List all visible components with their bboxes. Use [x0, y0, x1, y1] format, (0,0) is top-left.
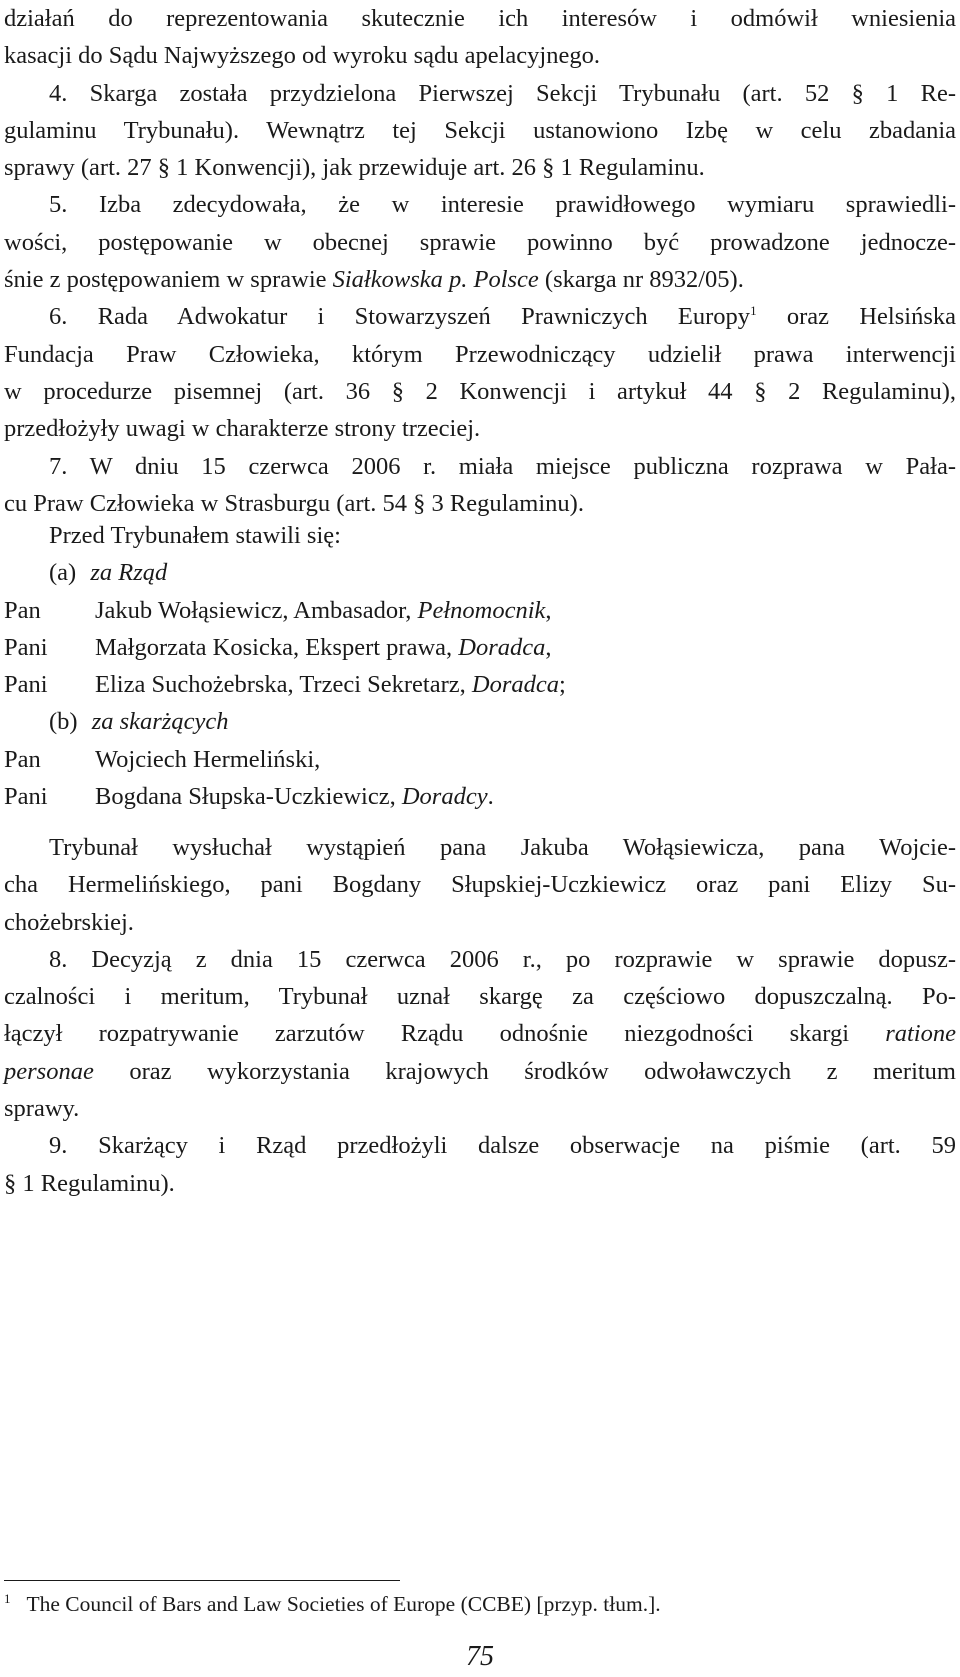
group-a-label: (a): [49, 559, 77, 587]
party-role: Doradcy: [401, 783, 488, 811]
text-line: chożebrskiej.: [4, 908, 134, 936]
group-b-heading: [4, 703, 956, 740]
text-span: łączył rozpatrywanie zarzutów Rządu odnośnie niezgodności skargi: [4, 1020, 886, 1048]
party-end: .: [487, 783, 494, 811]
text-line: cha Hermelińskiego, pani Bogdany Słupskiej-Uczkiewicz oraz pani Elizy Su-: [4, 871, 956, 899]
group-b-text: za skarżących: [91, 708, 229, 736]
group-a-text: za Rząd: [90, 559, 168, 587]
page-number: 75: [466, 1641, 494, 1672]
text-line: wości, postępowanie w obecnej sprawie powinno być prowadzone jednocze-: [4, 228, 956, 256]
party-name-text: Wojciech Hermeliński,: [95, 745, 321, 773]
text-line: w procedurze pisemnej (art. 36 § 2 Konwencji i artykuł 44 § 2 Regulaminu),: [4, 377, 956, 405]
hearing-paragraph-start: Trybunał wysłuchał wystąpień pana Jakuba Wołąsiewicza, pana Wojcie-: [49, 834, 956, 861]
party-row: [4, 629, 956, 666]
paragraph-4-start: 4. Skarga została przydzielona Pierwszej Sekcji Trybunału (art. 52 § 1 Re-: [49, 79, 956, 107]
footnote-separator: [4, 1580, 400, 1581]
party-name: [95, 592, 552, 629]
text-line: sprawy.: [4, 1095, 80, 1123]
party-end: ,: [545, 633, 552, 661]
text-line: [4, 261, 956, 298]
text-span: oraz wykorzystania krajowych środków odwoławczych z meritum: [93, 1057, 956, 1085]
footnote-reference: 1: [750, 303, 757, 319]
footnote-number: 1: [4, 1590, 11, 1606]
group-b-label: (b): [49, 708, 78, 736]
text-line: gulaminu Trybunału). Wewnątrz tej Sekcji ustanowiono Izbę w celu zbadania: [4, 116, 956, 144]
party-end: ;: [559, 671, 566, 699]
party-role: Doradca: [471, 671, 560, 699]
footnote: [4, 1589, 661, 1619]
appearance-list: [4, 517, 956, 815]
party-row: [4, 741, 956, 778]
party-name: [95, 666, 566, 703]
paragraph-8-start: 8. Decyzją z dnia 15 czerwca 2006 r., po rozprawie w sprawie dopusz-: [49, 945, 956, 973]
text-line: kasacji do Sądu Najwyższego od wyroku sądu apelacyjnego.: [4, 42, 600, 70]
appearance-heading: Przed Trybunałem stawili się:: [49, 522, 341, 549]
party-row: [4, 778, 956, 815]
text-line: [4, 1053, 956, 1090]
party-name: [95, 741, 320, 778]
party-name: [95, 778, 494, 815]
text-line: § 1 Regulaminu).: [4, 1169, 175, 1197]
paragraph-5-start: 5. Izba zdecydowała, że w interesie prawidłowego wymiaru sprawiedli-: [49, 191, 956, 219]
paragraphs-top: [4, 0, 956, 522]
text-span: (skarga nr 8932/05).: [538, 266, 744, 294]
paragraph-7-start: 7. W dniu 15 czerwca 2006 r. miała miejsce publiczna rozprawa w Pała-: [49, 452, 956, 480]
text-line: sprawy (art. 27 § 1 Konwencji), jak przewiduje art. 26 § 1 Regulaminu.: [4, 154, 705, 182]
group-a-heading: [4, 554, 956, 591]
latin-term-italic: ratione: [885, 1020, 956, 1048]
party-title: Pani: [4, 671, 48, 699]
party-role: Doradca: [458, 633, 546, 661]
party-row: [4, 592, 956, 629]
text-line: przedłożyły uwagi w charakterze strony trzeciej.: [4, 415, 481, 443]
paragraphs-bottom: [4, 829, 956, 1202]
paragraph-6-start: [4, 298, 956, 335]
party-title: Pan: [4, 596, 41, 624]
text-line: Fundacja Praw Człowieka, którym Przewodniczący udzielił prawa interwencji: [4, 340, 956, 368]
text-span: 6. Rada Adwokatur i Stowarzyszeń Prawniczych Europy: [49, 303, 751, 331]
latin-term-italic: personae: [4, 1057, 94, 1085]
text-line: cu Praw Człowieka w Strasburgu (art. 54 § 3 Regulaminu).: [4, 489, 584, 517]
text-span: śnie z postępowaniem w sprawie: [4, 266, 333, 294]
text-line: czalności i meritum, Trybunał uznał skargę za częściowo dopuszczalną. Po-: [4, 983, 956, 1011]
case-name-italic: Siałkowska p. Polsce: [332, 266, 539, 294]
text-line: [4, 1015, 956, 1052]
party-name: [95, 629, 552, 666]
text-span: oraz Helsińska: [756, 303, 956, 331]
text-line: działań do reprezentowania skutecznie ich interesów i odmówił wniesienia: [4, 5, 956, 32]
paragraph-9-start: 9. Skarżący i Rząd przedłożyli dalsze obserwacje na piśmie (art. 59: [49, 1132, 956, 1160]
party-end: ,: [545, 596, 552, 624]
party-title: Pani: [4, 783, 48, 811]
party-title: Pan: [4, 745, 41, 773]
party-name-text: Bogdana Słupska-Uczkiewicz,: [95, 783, 402, 811]
party-name-text: Jakub Wołąsiewicz, Ambasador,: [95, 596, 418, 624]
party-row: [4, 666, 956, 703]
party-name-text: Małgorzata Kosicka, Ekspert prawa,: [95, 633, 459, 661]
party-role: Pełnomocnik: [417, 596, 546, 624]
party-title: Pani: [4, 633, 48, 661]
party-name-text: Eliza Suchożebrska, Trzeci Sekretarz,: [95, 671, 472, 699]
footnote-text: The Council of Bars and Law Societies of Europe (CCBE) [przyp. tłum.].: [26, 1592, 661, 1616]
